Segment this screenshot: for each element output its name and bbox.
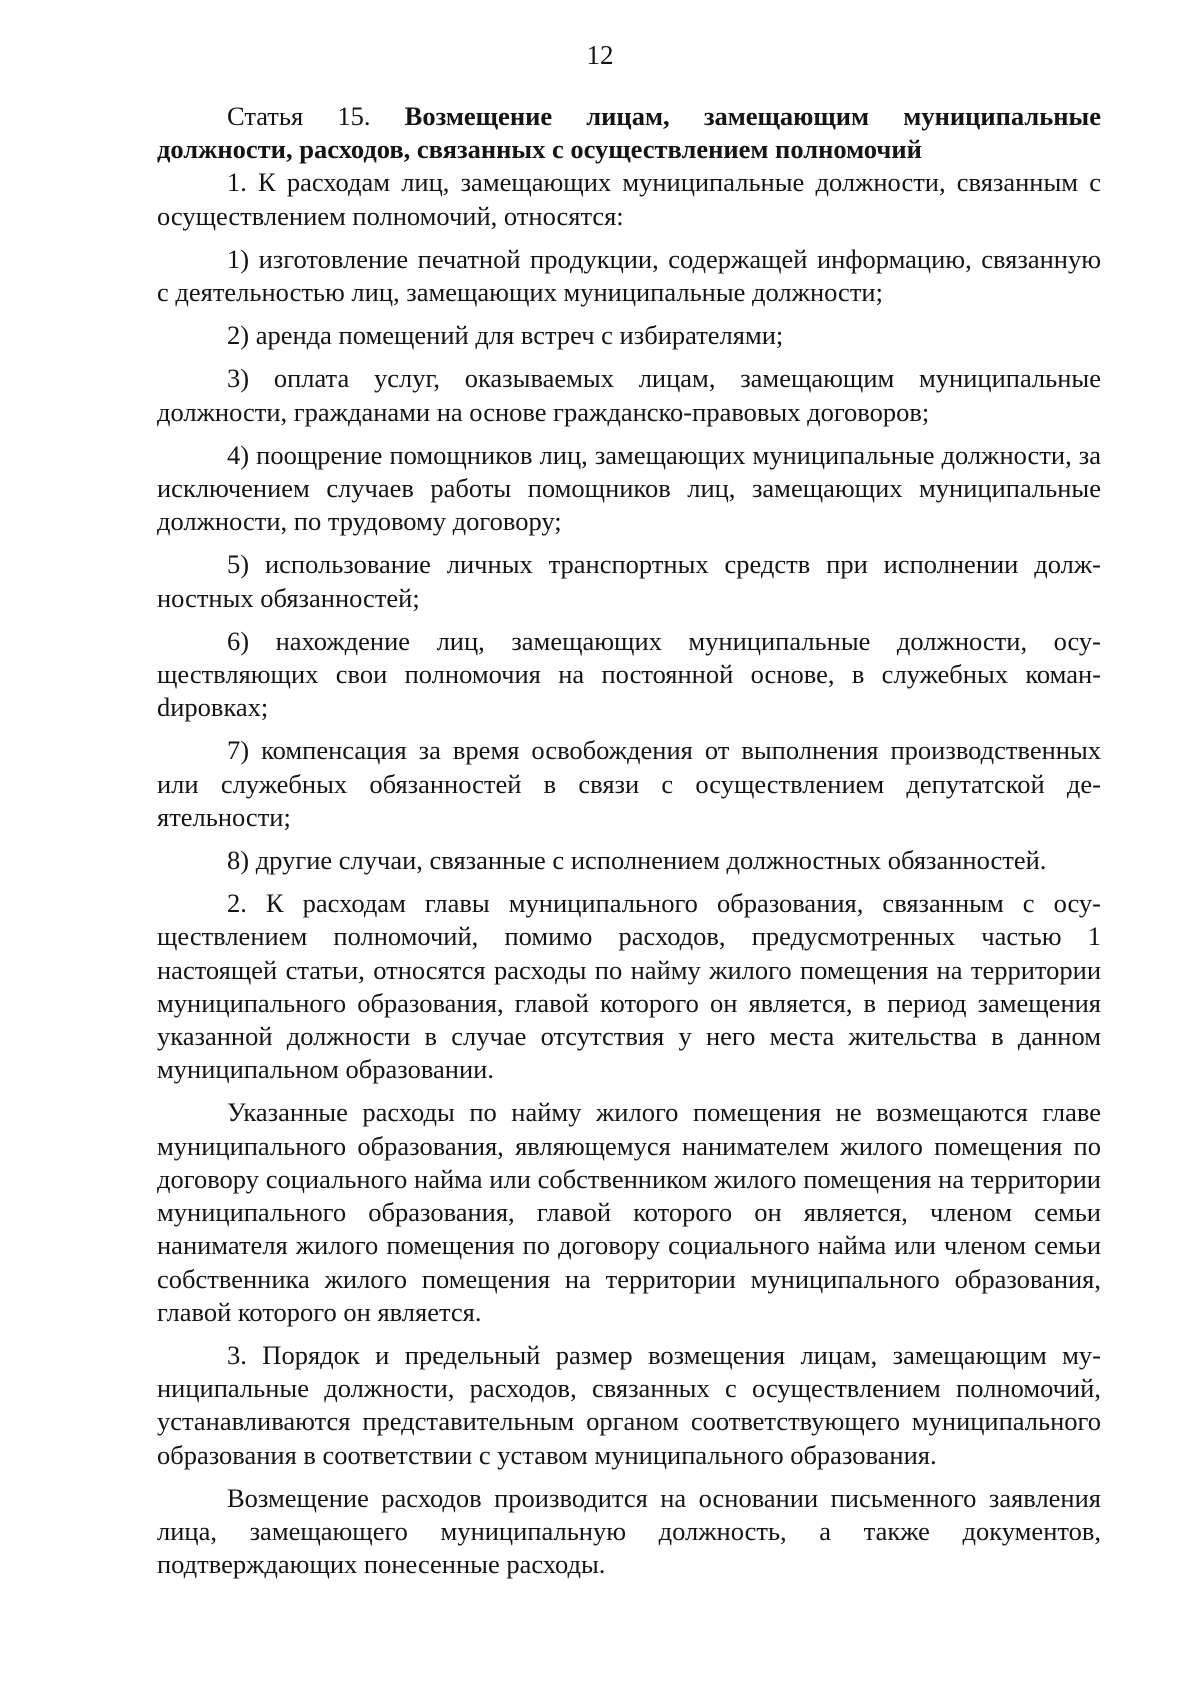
paragraph-3-continuation: Возмещение расходов производится на основании письменного заявления лица, замещающего муниципальную должность, а также документов, подтверждающих понесенные расходы. bbox=[157, 1482, 1101, 1580]
paragraph-2: 2. К расходам главы муниципального образования, связанным с осуществлением полномочий, помимо расходов, предусмотренных частью 1 настоящей статьи, относятся расходы по найму жилого помещения на территории муниципального образования, главой которого он является, в период замещения указанной должности в случае отсутствия у него места жительства в данном муниципальном образовании. bbox=[157, 888, 1101, 1085]
list-item-1: 1) изготовление печатной продукции, содержащей информацию, связанную с деятельностью лиц, замещающих муниципальные должности; bbox=[157, 243, 1101, 308]
page-number: 12 bbox=[586, 40, 614, 70]
list-item-3: 3) оплата услуг, оказываемых лицам, замещающим муниципальные должности, гражданами на основе гражданско-правовых договоров; bbox=[157, 363, 1101, 427]
list-item-8: 8) другие случаи, связанные с исполнением должностных обязанностей. bbox=[227, 845, 1047, 876]
paragraph-1: 1. К расходам лиц, замещающих муниципальные должности, связанным с осуществлением полномочий, относятся: bbox=[157, 167, 1101, 231]
list-item-2: 2) аренда помещений для встреч с избирателями; bbox=[227, 320, 784, 351]
article-heading bbox=[157, 100, 1101, 166]
paragraph-3: 3. Порядок и предельный размер возмещения лицам, замещающим муниципальные должности, расходов, связанных с осуществлением полномочий, устанавливаются представительным органом соответствующего муниципального образования в соответствии с уставом муниципального образования. bbox=[157, 1339, 1101, 1470]
list-item-6: 6) нахождение лиц, замещающих муниципальные должности, осуществляющих свои полномочия на постоянной основе, в служебных команdировках; bbox=[157, 625, 1101, 723]
article-title: Возмещение лицам, замещающим муниципальные должности, расходов, связанных с осуществлением полномочий bbox=[157, 101, 1102, 165]
article-label: Статья 15. bbox=[227, 101, 371, 131]
paragraph-2-continuation: Указанные расходы по найму жилого помещения не возмещаются главе муниципального образования, являющемуся нанимателем жилого помещения по договору социального найма или собственником жилого помещения на территории муниципального образования, главой которого он является, членом семьи нанимателя жилого помещения по договору социального найма или членом семьи собственника жилого помещения на территории муниципального образования, главой которого он является. bbox=[157, 1097, 1101, 1327]
list-item-4: 4) поощрение помощников лиц, замещающих муниципальные должности, за исключением случаев работы помощников лиц, замещающих муниципальные должности, по трудовому договору; bbox=[157, 439, 1101, 537]
list-item-7: 7) компенсация за время освобождения от выполнения производственных или служебных обязанностей в связи с осуществлением депутатской деятельности; bbox=[157, 735, 1101, 832]
document-body bbox=[157, 100, 1101, 1581]
list-item-5: 5) использование личных транспортных средств при исполнении должностных обязанностей; bbox=[157, 549, 1101, 613]
